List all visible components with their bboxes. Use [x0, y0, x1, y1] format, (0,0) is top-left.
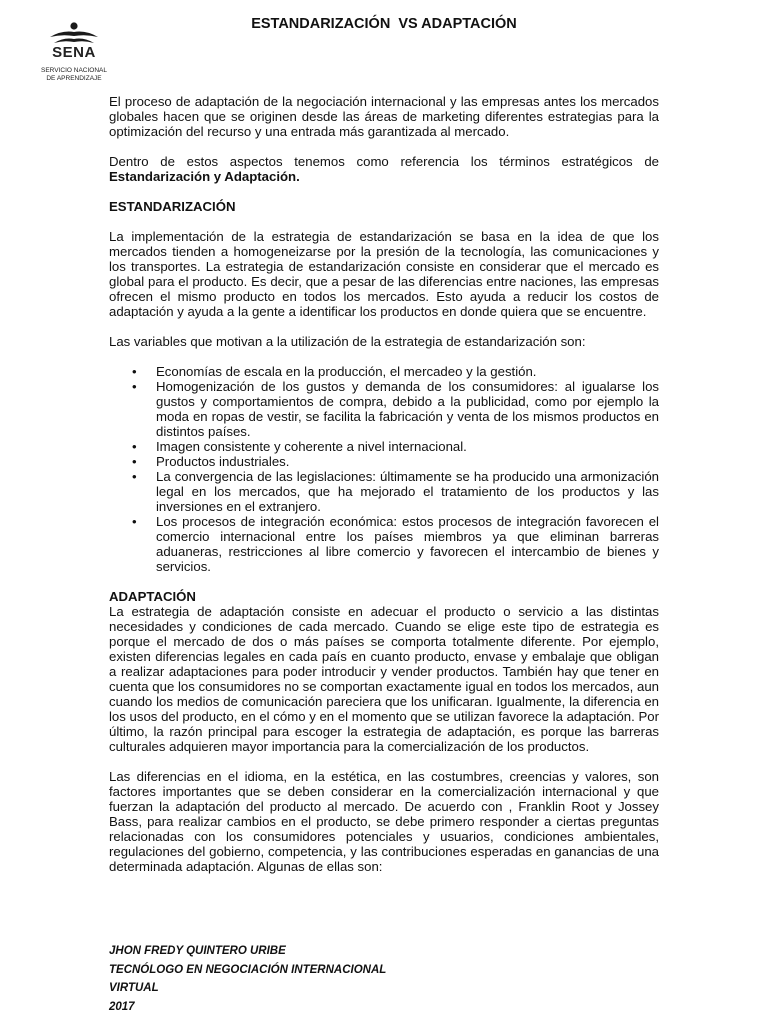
- document-body: [109, 94, 659, 874]
- variables-intro: Las variables que motivan a la utilización de la estrategia de estandarización son:: [109, 334, 586, 349]
- intro-terms-paragraph: [109, 154, 659, 184]
- intro-paragraph: El proceso de adaptación de la negociación internacional y las empresas antes los mercados globales hacen que se originen desde las áreas de marketing diferentes estrategias para la optimización del recurso y una entrada más garantizada al mercado.: [109, 94, 659, 139]
- document-footer: [109, 942, 386, 1016]
- logo-subtitle-1: SERVICIO NACIONAL: [41, 67, 107, 74]
- logo-wordmark: SENA: [52, 44, 96, 61]
- section-heading-estandarizacion: ESTANDARIZACIÓN: [109, 199, 236, 214]
- list-item: • Economías de escala en la producción, el mercadeo y la gestión.: [156, 364, 659, 379]
- intro-terms-bold: Estandarización y Adaptación.: [109, 169, 300, 184]
- logo-subtitle-2: DE APRENDIZAJE: [46, 75, 102, 82]
- estandarizacion-paragraph: La implementación de la estrategia de estandarización se basa en la idea de que los mercados tienden a homogeneizarse por la presión de la tecnología, las comunicaciones y los transportes. La estrategia de estandarización consiste en considerar que el mercado es global para el producto. Es decir, que a pesar de las diferencias entre naciones, las empresas ofrecen el mismo producto en todos los mercados. Esto ayuda a reducir los costos de adaptación y ayuda a la gente a identificar los productos en donde quiera que se encuentre.: [109, 229, 659, 319]
- list-item: • Los procesos de integración económica: estos procesos de integración favorecen el comercio internacional entre los países miembros ya que eliminan barreras aduaneras, restricciones al libre comercio y favorecen el intercambio de bienes y servicios.: [156, 514, 659, 574]
- list-item: • Homogenización de los gustos y demanda de los consumidores: al igualarse los gustos y comportamientos de compra, debido a la publicidad, como por ejemplo la moda en ropas de vestir, se facilita la fabricación y venta de los mismos productos en distintos países.: [156, 379, 659, 439]
- footer-author: JHON FREDY QUINTERO URIBE: [109, 945, 286, 957]
- document-title: ESTANDARIZACIÓN VS ADAPTACIÓN: [251, 16, 517, 32]
- list-item: • La convergencia de las legislaciones: últimamente se ha producido una armonización legal en los mercados, que ha mejorado el tratamiento de los productos y las inversiones en el extranjero.: [156, 469, 659, 514]
- footer-program: TECNÓLOGO EN NEGOCIACIÓN INTERNACIONAL: [109, 963, 387, 976]
- intro-terms-text: Dentro de estos aspectos tenemos como referencia los términos estratégicos de: [109, 154, 659, 169]
- section-heading-adaptacion: ADAPTACIÓN: [109, 589, 196, 604]
- variables-list: [109, 364, 659, 574]
- footer-year: 2017: [109, 1000, 135, 1013]
- adaptacion-paragraph-2: Las diferencias en el idioma, en la estética, en las costumbres, creencias y valores, son factores importantes que se deben considerar en la comercialización internacional y que fuerzan la adaptación del producto al mercado. De acuerdo con , Franklin Root y Jossey Bass, para realizar cambios en el producto, se debe primero responder a ciertas preguntas relacionadas con los consumidores potenciales y usuarios, condiciones ambientales, regulaciones del gobierno, competencia, y las contribuciones esperadas en ganancias de una determinada adaptación. Algunas de ellas son:: [109, 769, 659, 874]
- list-item: • Imagen consistente y coherente a nivel internacional.: [156, 439, 659, 454]
- adaptacion-paragraph-1: La estrategia de adaptación consiste en adecuar el producto o servicio a las distintas necesidades y condiciones de cada mercado. Cuando se elige este tipo de estrategia es porque el mercado de dos o más países se comporta totalmente diferente. Por ejemplo, existen diferencias legales en cada país en cuanto producto, envase y embalaje que obligan a realizar adaptaciones para poder introducir y vender productos. También hay que tener en cuenta que los consumidores no se comportan exactamente igual en todos los mercados, aun cuando los medios de comunicación pareciera que los unificaran. Igualmente, la diferencia en los usos del producto, en el cómo y en el momento que se utilizan favorece la adaptación. Por último, la razón principal para escoger la estrategia de adaptación, es porque las barreras culturales adquieren mayor importancia para la comercialización de los productos.: [109, 604, 659, 754]
- list-item: • Productos industriales.: [156, 454, 659, 469]
- footer-modality: VIRTUAL: [109, 982, 159, 994]
